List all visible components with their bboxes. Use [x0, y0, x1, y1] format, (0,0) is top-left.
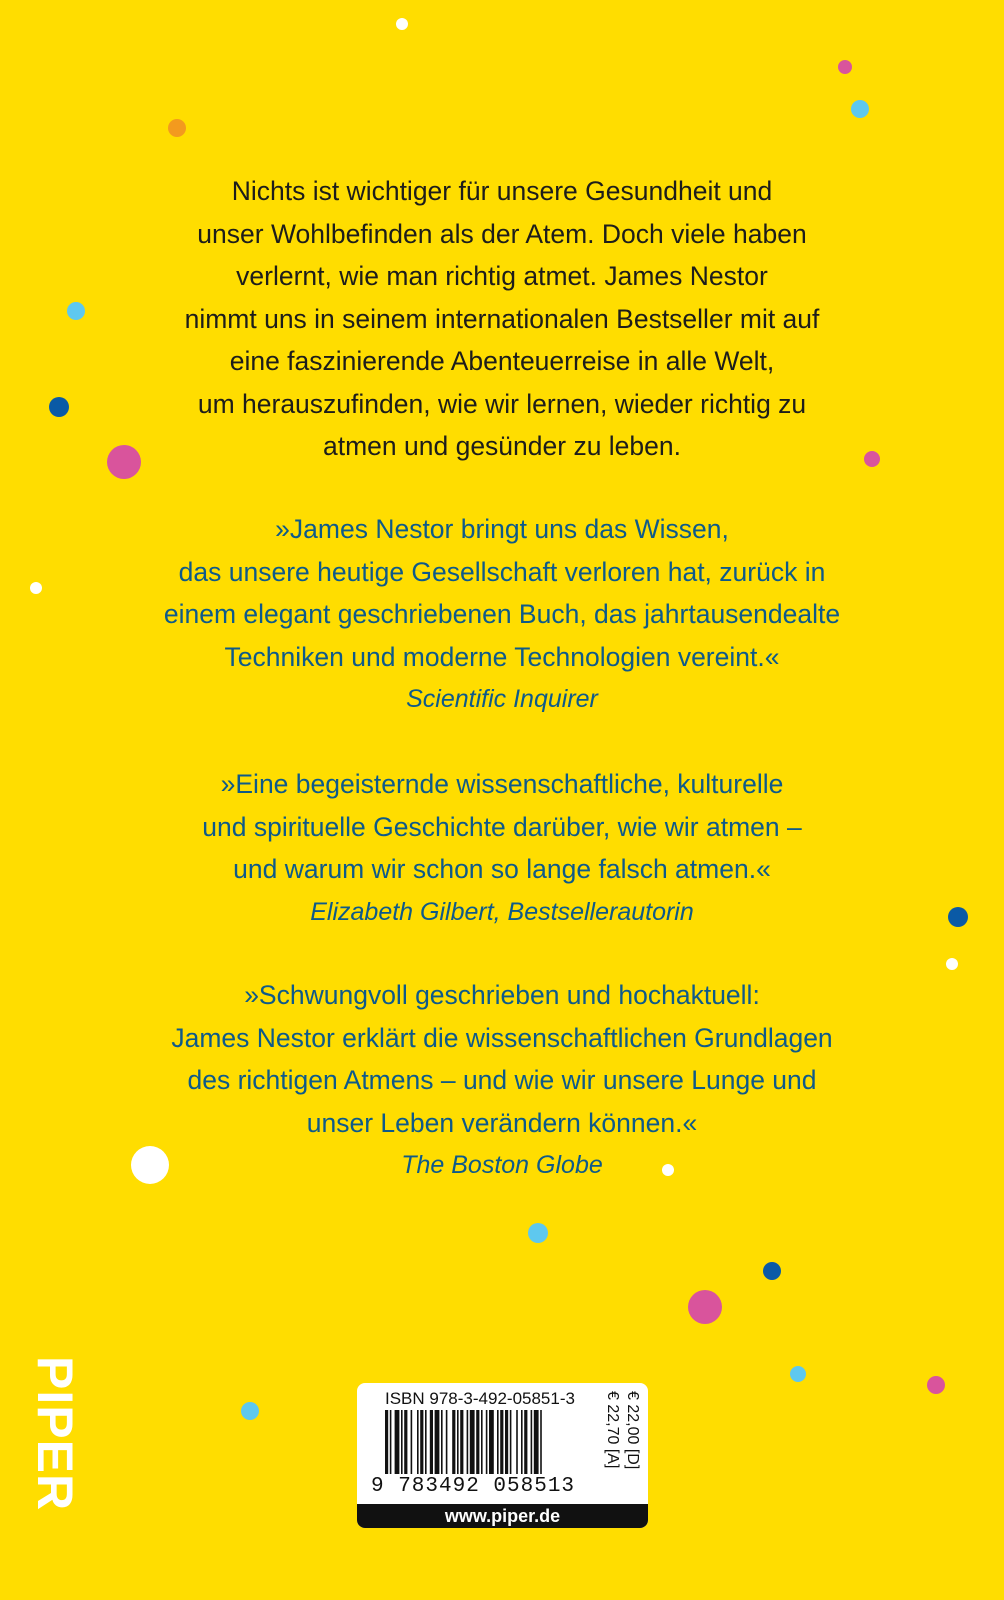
blurb-line: unser Wohlbefinden als der Atem. Doch viele haben: [197, 218, 807, 249]
blurb-line: nimmt uns in seinem internationalen Bestseller mit auf: [184, 303, 820, 334]
barcode-bar: [534, 1410, 539, 1474]
barcode-bar: [516, 1410, 518, 1474]
barcode-bar: [446, 1410, 448, 1474]
barcode-bar: [486, 1410, 488, 1474]
book-blurb: [150, 170, 854, 468]
dot-icon: [688, 1290, 722, 1324]
dot-icon: [948, 907, 968, 927]
barcode-bar: [540, 1410, 542, 1474]
barcode-bar: [510, 1410, 512, 1474]
dot-icon: [49, 397, 69, 417]
dot-icon: [851, 100, 869, 118]
dot-icon: [67, 302, 85, 320]
quote-line: unser Leben verändern können.«: [306, 1107, 698, 1138]
dot-icon: [838, 60, 852, 74]
barcode-bar: [476, 1410, 479, 1474]
dot-icon: [927, 1376, 945, 1394]
barcode-bar: [417, 1410, 419, 1474]
quote-source: Elizabeth Gilbert, Bestsellerautorin: [310, 897, 694, 926]
quote-source: Scientific Inquirer: [406, 685, 598, 713]
dot-icon: [241, 1402, 259, 1420]
review-quote: [120, 508, 884, 721]
barcode-bar: [411, 1410, 413, 1474]
blurb-line: Nichts ist wichtiger für unsere Gesundheit und: [231, 176, 773, 206]
barcode-bar: [524, 1410, 527, 1474]
dot-icon: [168, 119, 186, 137]
blurb-line: verlernt, wie man richtig atmet. James Nestor: [236, 261, 768, 291]
price-block: [600, 1391, 642, 1485]
price-austria: € 22,70 [A]: [604, 1391, 621, 1469]
barcode-bar: [460, 1410, 463, 1474]
barcode-bar: [395, 1410, 400, 1474]
publisher-url: www.piper.de: [357, 1504, 648, 1528]
blurb-line: eine faszinierende Abenteuerreise in alle Welt,: [229, 346, 775, 376]
dot-icon: [528, 1223, 548, 1243]
review-quote: [120, 974, 884, 1187]
barcode-bar: [404, 1410, 407, 1474]
barcode-bars: [385, 1410, 595, 1474]
barcode-bar: [435, 1410, 440, 1474]
price-germany: € 22,00 [D]: [624, 1391, 641, 1470]
barcode-bar: [481, 1410, 483, 1474]
barcode-bar: [452, 1410, 455, 1474]
barcode-digits: 9 783492 058513: [371, 1475, 576, 1498]
isbn-number: ISBN 978-3-492-05851-3: [385, 1389, 575, 1408]
dot-icon: [790, 1366, 806, 1382]
quote-line: »James Nestor bringt uns das Wissen,: [275, 514, 729, 544]
barcode-bar: [531, 1410, 533, 1474]
quote-source: The Boston Globe: [401, 1151, 603, 1179]
quote-line: das unsere heutige Gesellschaft verloren hat, zurück in: [178, 556, 826, 587]
quote-line: des richtigen Atmens – und wie wir unsere Lunge und: [187, 1065, 817, 1095]
quote-line: »Eine begeisternde wissenschaftliche, kulturelle: [220, 769, 784, 799]
blurb-line: um herauszufinden, wie wir lernen, wieder richtig zu: [197, 388, 807, 419]
quote-line: »Schwungvoll geschrieben und hochaktuell:: [244, 980, 760, 1010]
quote-line: Techniken und moderne Technologien vereint.«: [224, 641, 780, 672]
dot-icon: [946, 958, 958, 970]
quote-line: und spirituelle Geschichte darüber, wie wir atmen –: [202, 811, 802, 842]
barcode-bar: [425, 1410, 427, 1474]
blurb-line: atmen und gesünder zu leben.: [322, 431, 681, 461]
barcode-bar: [390, 1410, 392, 1474]
barcode-bar: [401, 1410, 403, 1474]
barcode-bar: [430, 1410, 433, 1474]
quote-line: James Nestor erklärt die wissenschaftlichen Grundlagen: [171, 1022, 833, 1053]
quote-line: und warum wir schon so lange falsch atmen.«: [233, 854, 771, 884]
barcode-bar: [489, 1410, 494, 1474]
publisher-logo: PIPER: [27, 1356, 83, 1512]
quote-line: einem elegant geschriebenen Buch, das jahrtausendealte: [163, 599, 841, 629]
dot-icon: [763, 1262, 781, 1280]
dot-icon: [396, 18, 408, 30]
barcode-bar: [467, 1410, 469, 1474]
dot-icon: [30, 582, 42, 594]
barcode-bar: [385, 1410, 388, 1474]
barcode-bar: [470, 1410, 475, 1474]
barcode-bar: [441, 1410, 443, 1474]
barcode-bar: [505, 1410, 508, 1474]
dot-icon: [107, 445, 141, 479]
review-quote: [120, 763, 884, 933]
barcode-bar: [457, 1410, 459, 1474]
isbn-barcode-label: [357, 1383, 648, 1528]
barcode-bar: [500, 1410, 503, 1474]
barcode-bar: [420, 1410, 423, 1474]
barcode-bar: [497, 1410, 499, 1474]
dot-icon: [864, 451, 880, 467]
barcode-bar: [521, 1410, 523, 1474]
